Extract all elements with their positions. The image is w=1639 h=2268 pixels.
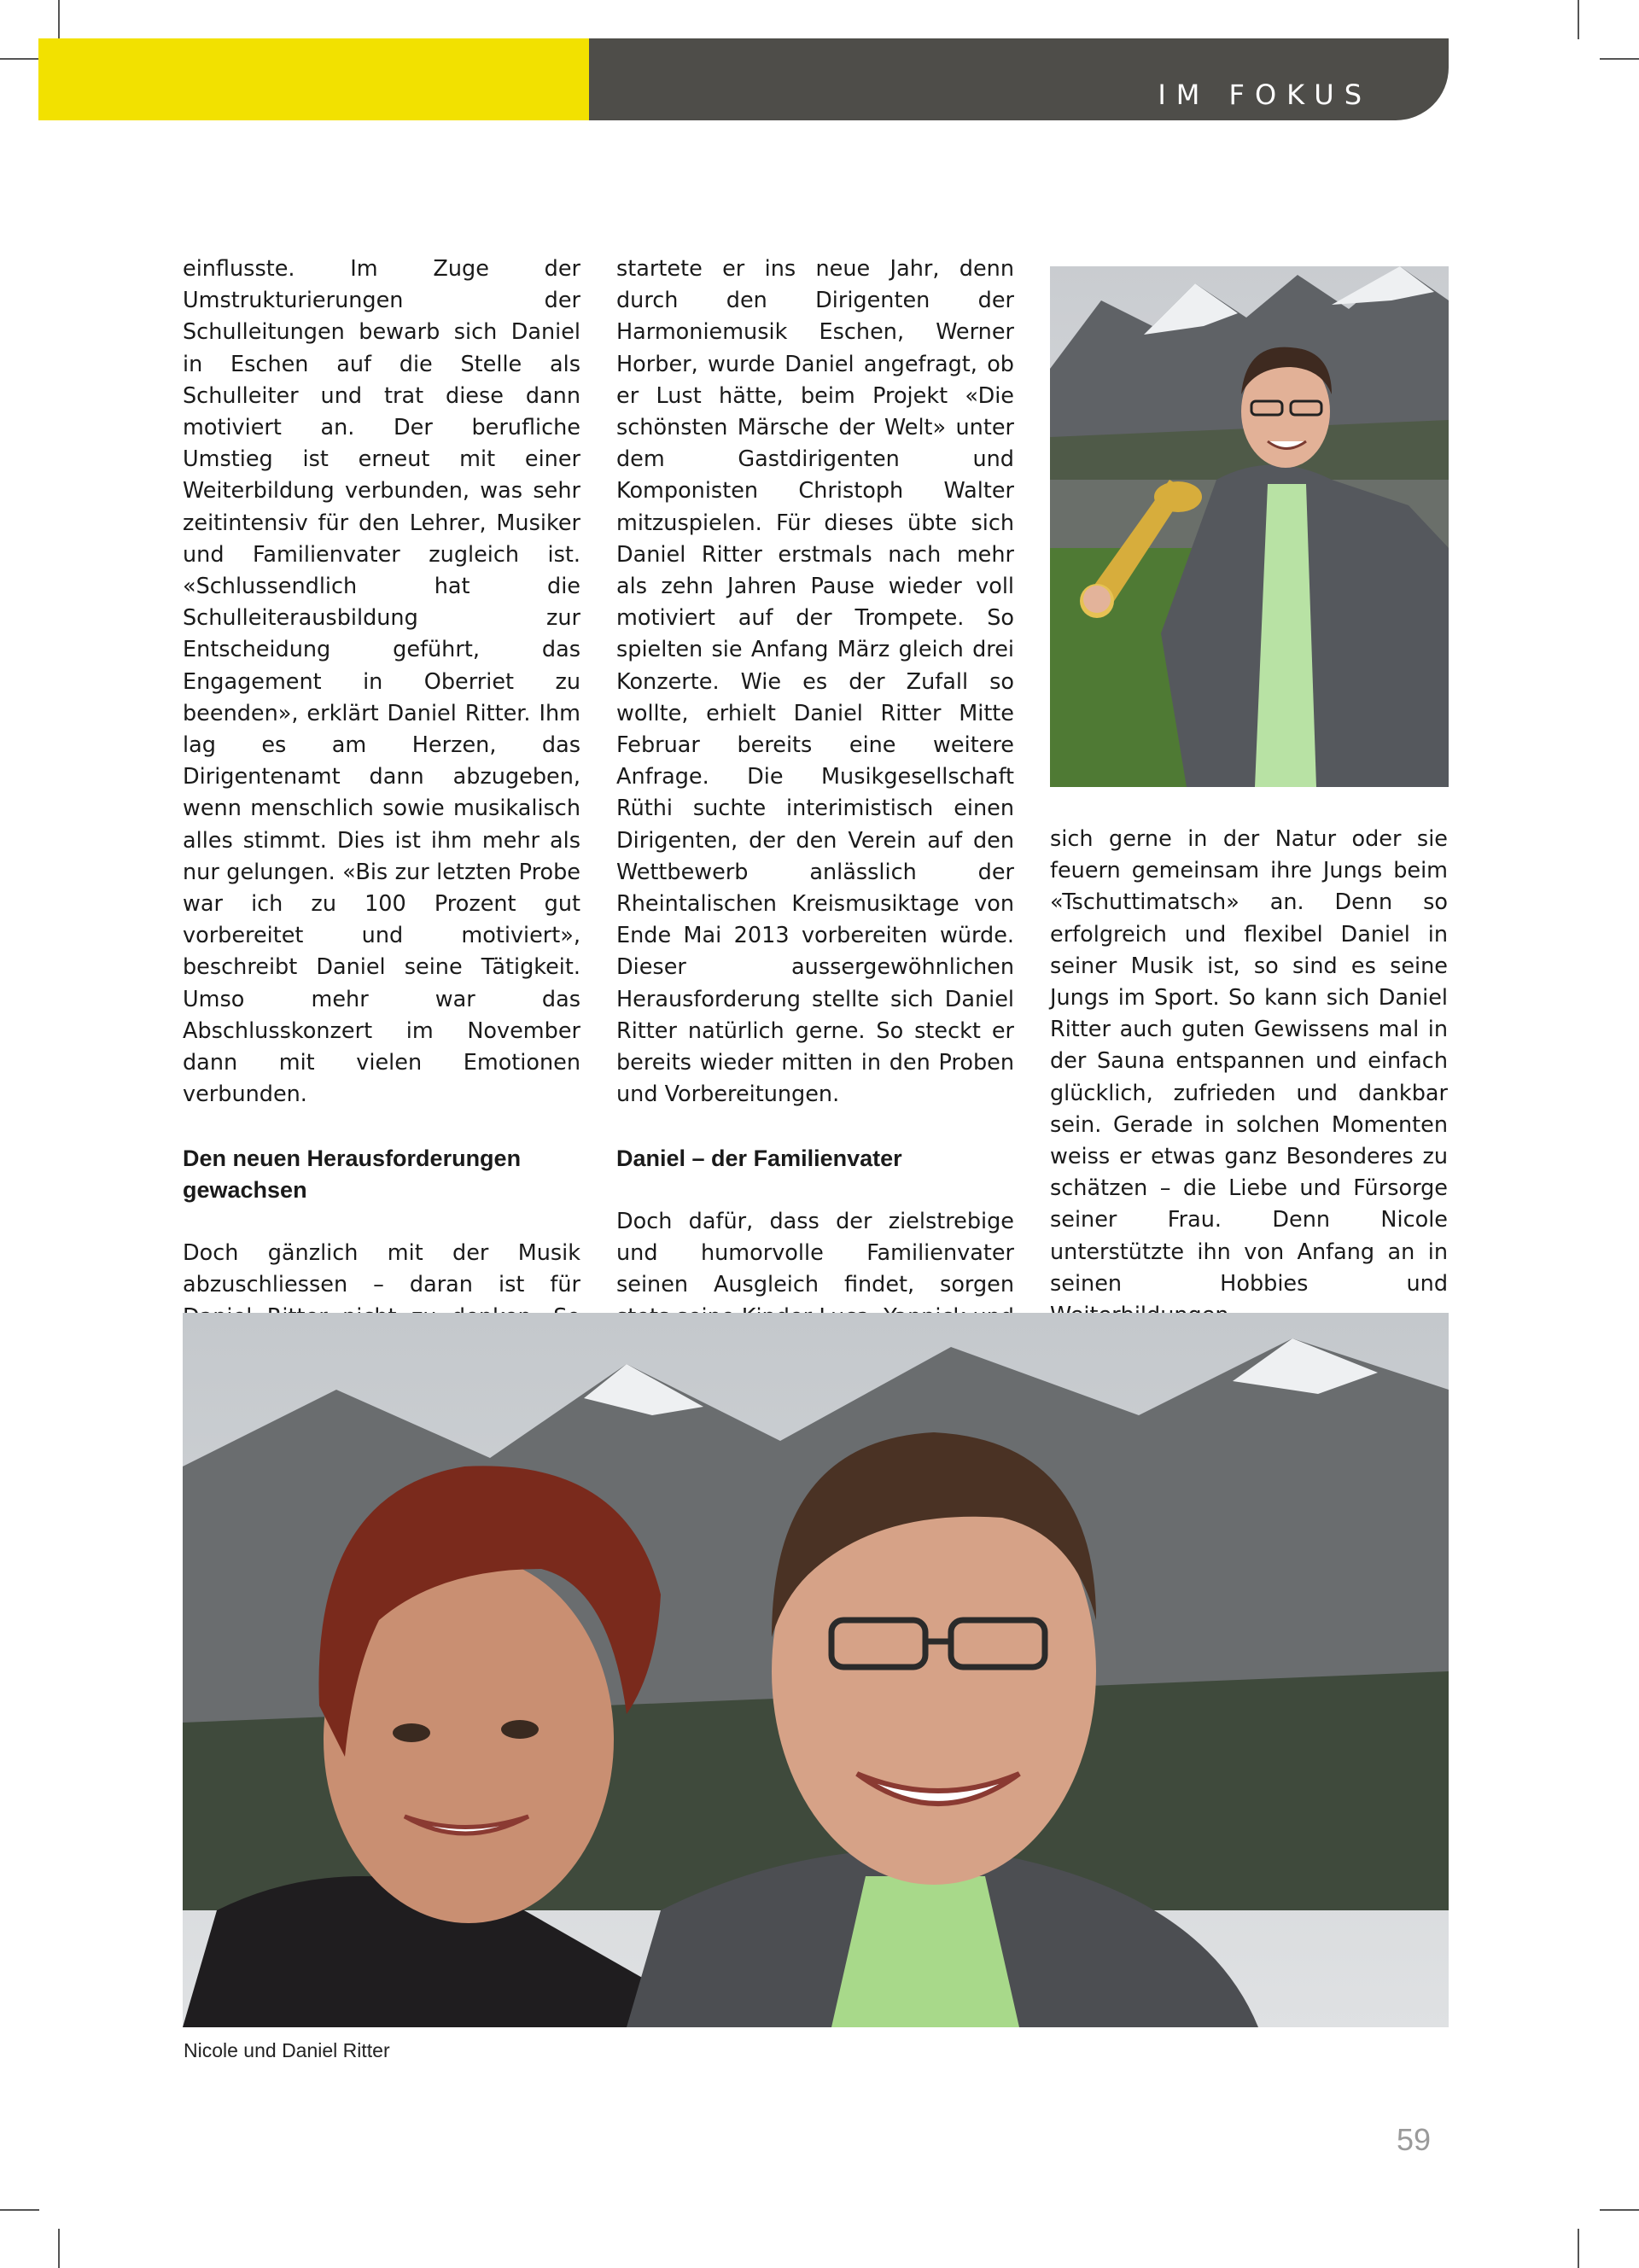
portrait-photo: [1050, 266, 1449, 787]
photo-caption: Nicole und Daniel Ritter: [184, 2039, 390, 2061]
paragraph: Doch dafür, dass der zielstrebige und humorvolle Familienvater seinen Ausgleich findet, sorgen: [616, 1209, 1014, 1298]
crop-mark: [0, 2209, 39, 2211]
crop-mark: [1600, 2209, 1639, 2211]
paragraph: Doch gänzlich mit der Musik abzuschliessen – daran ist für: [183, 1240, 580, 1298]
crop-mark: [58, 0, 60, 39]
article-column-left: [183, 254, 580, 1460]
article-column-middle: [616, 254, 1014, 1396]
header-accent-bar: [38, 38, 589, 120]
article-column-right: [1050, 824, 1448, 1332]
couple-photo-illustration: [183, 1313, 1449, 2027]
paragraph: einflusste. Im Zuge der Umstrukturierungen der Schulleitungen bewarb sich Daniel in Eschen auf die Stelle als Schulleiter und trat diese dann motiviert an. Der berufliche Umstieg ist erneut mit einer Weiterbildung verbunden, was sehr zeitintensiv für den Lehrer, Musiker und Familienvater zugleich ist. «Schlussendlich hat die Schulleiterausbildung zur Entscheidung geführt, das Engagement in Oberriet zu beenden», erklärt Daniel Ritter. Ihm lag es am Herzen, das Dirigentenamt dann abzugeben, wenn menschlich sowie musikalisch alles stimmt. Dies ist ihm mehr als nur gelungen. «Bis zur letzten Probe war ich zu 100 Prozent gut vorbereitet und motiviert», beschreibt Daniel seine Tätigkeit. Umso mehr war das Abschlusskonzert im November dann mit vielen Emotionen verbunden.: [183, 256, 580, 1108]
section-heading: Daniel – der Familienvater: [616, 1145, 902, 1171]
crop-mark: [58, 2229, 60, 2268]
portrait-photo-illustration: [1050, 266, 1449, 787]
crop-mark: [1578, 2229, 1579, 2268]
crop-mark: [0, 58, 39, 60]
page-number: 59: [1397, 2122, 1432, 2157]
couple-photo: [183, 1313, 1449, 2027]
paragraph: sich gerne in der Natur oder sie feuern gemeinsam ihre Jungs beim «Tschuttimatsch» an. Denn so erfolgreich und flexibel Daniel in seiner Musik ist, so sind es seine Jungs im Sport. So kann sich Daniel Ritter auch guten Gewissens mal in der Sauna entspannen und einfach glücklich, zufrieden und dankbar sein. Gerade in solchen Momenten weiss er etwas ganz Besonderes zu schätzen – die Liebe und Fürsorge seiner Frau. Denn Nicole unterstützte ihn von Anfang an in seinen Hobbies und: [1050, 826, 1448, 1297]
crop-mark: [1600, 58, 1639, 60]
section-heading: Den neuen Herausforderungen gewachsen: [183, 1145, 522, 1203]
section-label: IM FOKUS: [1158, 79, 1372, 111]
header-bar: [589, 38, 1449, 120]
crop-mark: [1578, 0, 1579, 39]
paragraph: startete er ins neue Jahr, denn durch den Dirigenten der Harmoniemusik Eschen, Werner Horber, wurde Daniel angefragt, ob er Lust hätte, beim Projekt «Die schönsten Märsche der Welt» unter dem Gastdirigenten und Komponisten Christoph Walter mitzuspielen. Für dieses übte sich Daniel Ritter erstmals nach mehr als zehn Jahren Pause wieder voll motiviert auf der Trompete. So spielten sie Anfang März gleich drei Konzerte. Wie es der Zufall so wollte, erhielt Daniel Ritter Mitte Februar bereits eine weitere Anfrage. Die Musikgesellschaft Rüthi suchte interimistisch einen Dirigenten, der den Verein auf den Wettbewerb anlässlich der Rheintalischen Kreismusiktage von Ende Mai 2013 vorbereiten würde. Dieser aussergewöhnlichen Herausforderung stellte sich Daniel Ritter natürlich gerne. So steckt er bereits wieder mitten in den Proben und Vorbereitungen.: [616, 256, 1014, 1108]
